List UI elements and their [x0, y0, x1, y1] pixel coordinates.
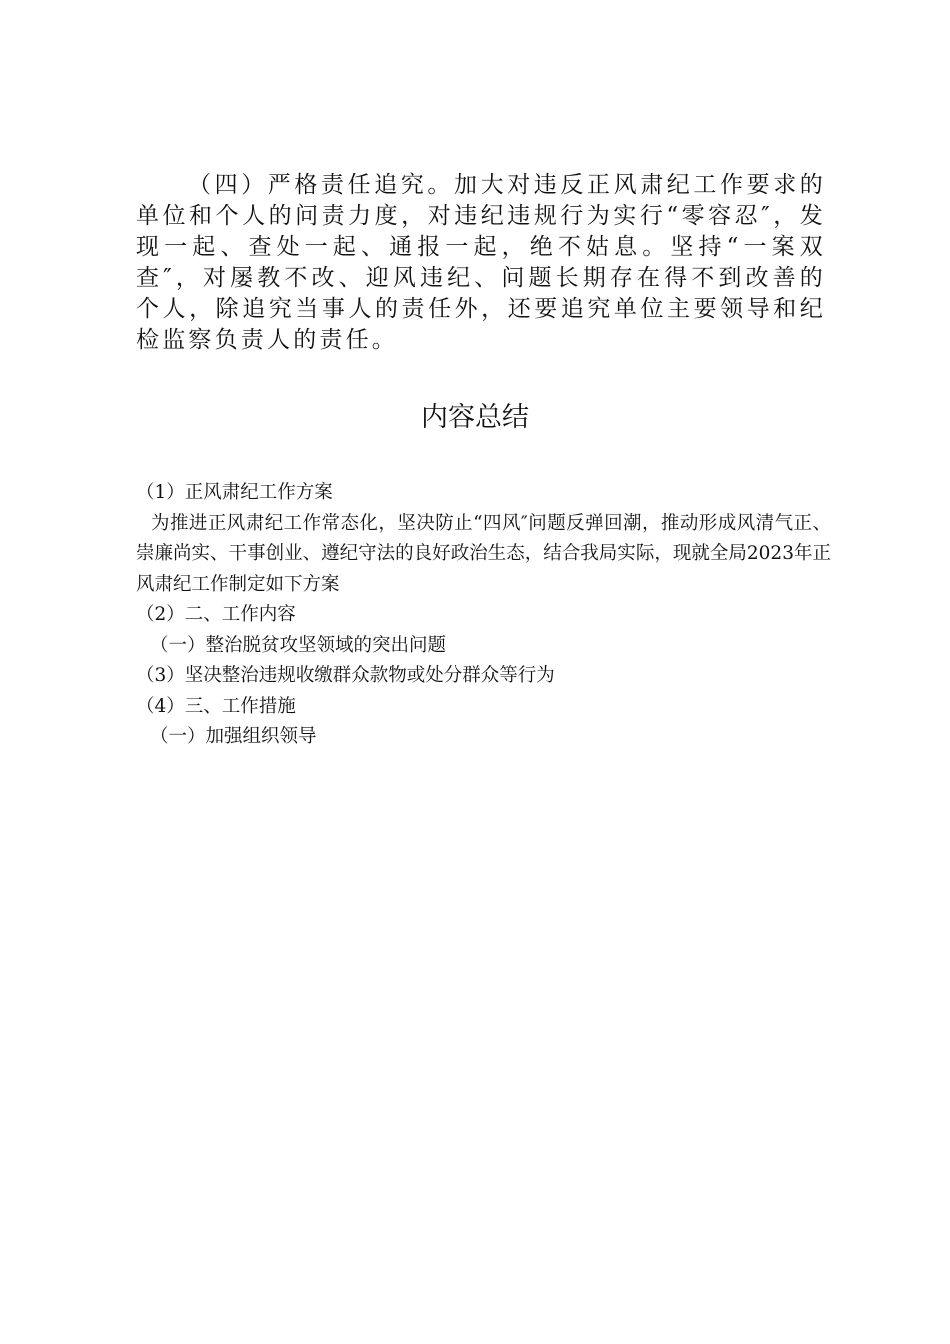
- summary-item-1-text: 为推进正风肃纪工作常态化，坚决防止“四风″问题反弹回潮，推动形成风清气正、崇廉尚实、干事创业、遵纪守法的良好政治生态，结合我局实际，现就全局2023年正风肃纪工作制定如下方案: [136, 512, 831, 595]
- summary-title: 内容总结: [421, 402, 529, 433]
- summary-item-4-sub: （一）加强组织领导: [150, 726, 317, 747]
- summary-item-2-sub: （一）整治脱贫攻坚领域的突出问题: [150, 634, 447, 656]
- summary-item-1: （1）正风肃纪工作方案: [136, 482, 333, 503]
- body-paragraph: （四）严格责任追究。加大对违反正风肃纪工作要求的单位和个人的问责力度，对违纪违规行为实行“零容忍″，发现一起、查处一起、通报一起，绝不姑息。坚持“一案双查″，对屡教不改、迎风违纪、问题长期存在得不到改善的个人，除追究当事人的责任外，还要追究单位主要领导和纪检监察负责人的责任。: [136, 172, 826, 353]
- summary-item-4: （4）三、工作措施: [136, 695, 296, 717]
- summary-item-3: （3）坚决整治违规收缴群众款物或处分群众等行为: [136, 665, 555, 686]
- summary-item-2: （2）二、工作内容: [136, 604, 296, 625]
- summary-section: [136, 478, 836, 753]
